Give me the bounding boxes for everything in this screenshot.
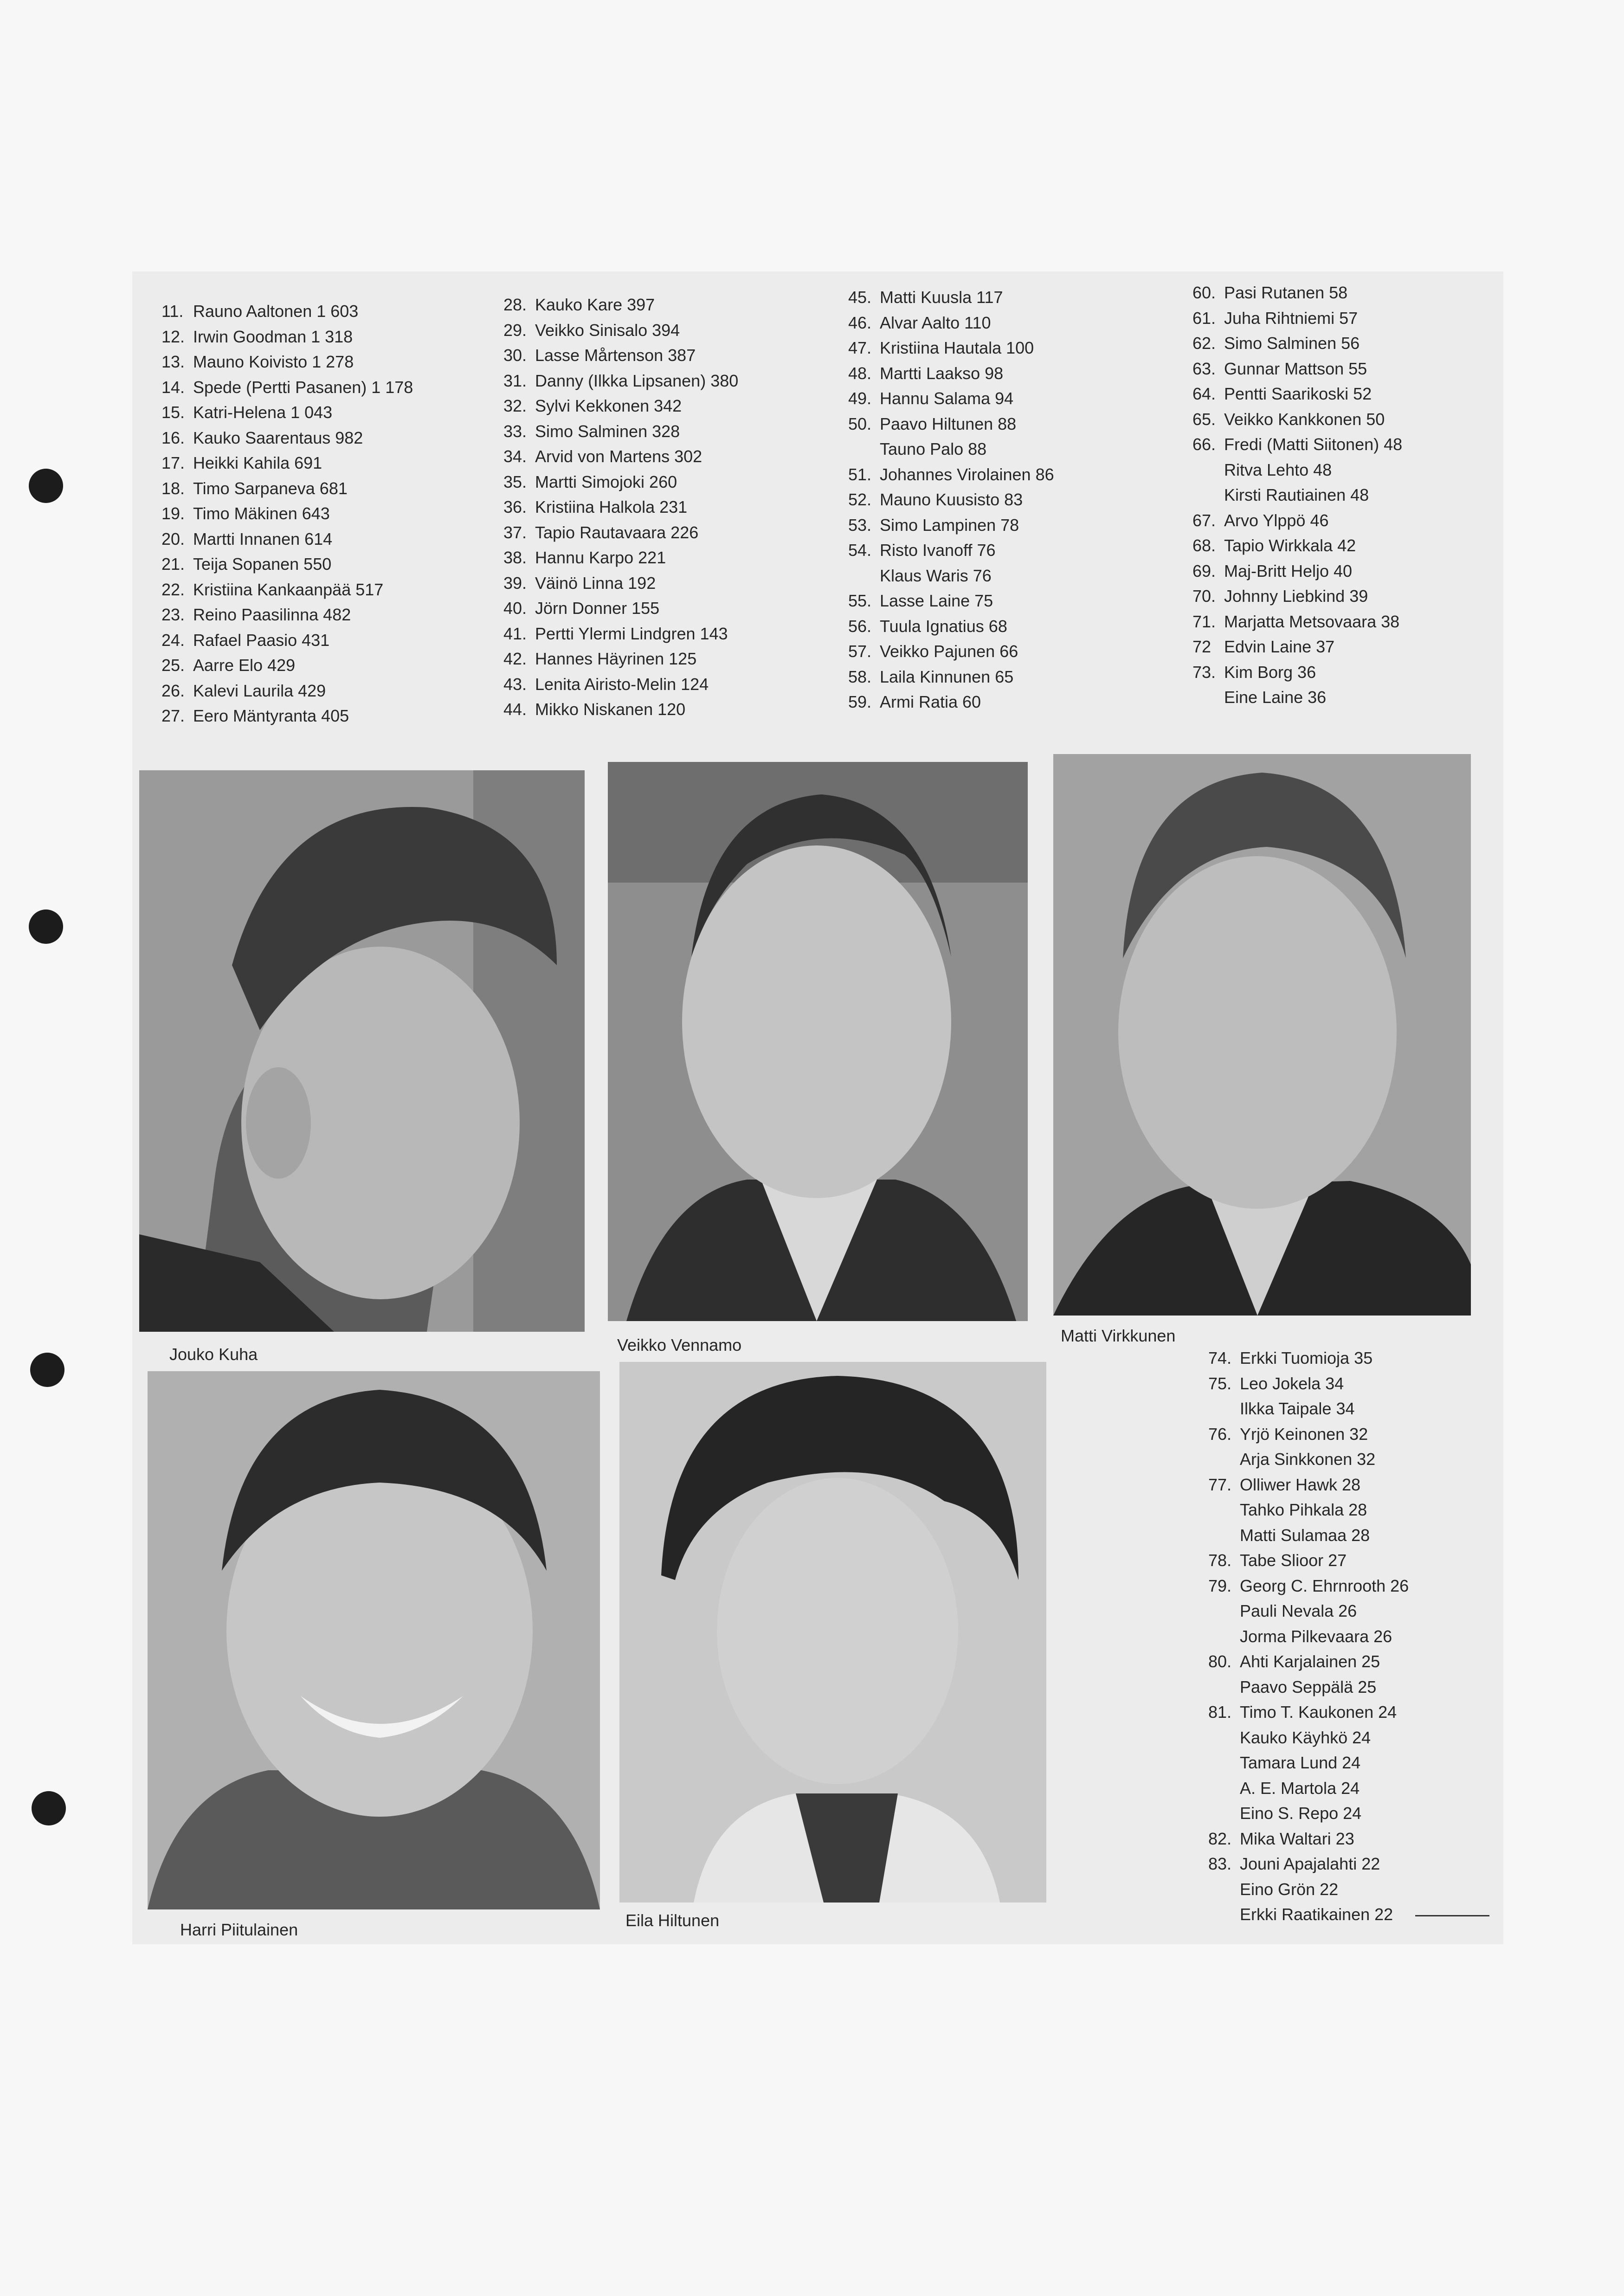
name-and-votes: Armi Ratia 60	[880, 692, 981, 711]
ranking-entry	[161, 375, 413, 400]
rank-number: 61.	[1192, 308, 1216, 328]
rank-number: 49.	[848, 389, 872, 408]
ranking-entry	[1208, 1574, 1409, 1599]
name-and-votes: Edvin Laine 37	[1224, 637, 1335, 656]
ranking-entry	[1192, 584, 1402, 609]
ranking-entry	[503, 393, 738, 419]
name-and-votes: Erkki Tuomioja 35	[1240, 1348, 1373, 1367]
rank-number: 51.	[848, 464, 872, 484]
ranking-entry	[1208, 1523, 1409, 1548]
name-and-votes: Laila Kinnunen 65	[880, 667, 1014, 686]
rank-number: 44.	[503, 700, 527, 719]
ranking-entry	[1208, 1675, 1409, 1700]
name-and-votes: Veikko Pajunen 66	[880, 642, 1018, 661]
name-and-votes: Pasi Rutanen 58	[1224, 283, 1348, 302]
caption-veikko-vennamo: Veikko Vennamo	[617, 1335, 742, 1354]
rank-number: 46.	[848, 313, 872, 332]
rank-number: 58.	[848, 667, 872, 686]
name-and-votes: Ilkka Taipale 34	[1240, 1399, 1355, 1418]
ranking-entry	[848, 690, 1054, 715]
name-and-votes: Simo Lampinen 78	[880, 515, 1019, 535]
ranking-entry	[1192, 609, 1402, 635]
rank-number: 38.	[503, 548, 527, 567]
ranking-entry	[161, 527, 413, 552]
rank-number: 68.	[1192, 536, 1216, 555]
ranking-entry	[503, 318, 738, 343]
name-and-votes: Eino S. Repo 24	[1240, 1804, 1362, 1823]
rank-number: 80.	[1208, 1652, 1232, 1671]
ranking-entry	[161, 476, 413, 502]
ranking-entry	[1208, 1422, 1409, 1447]
name-and-votes: Katri-Helena 1 043	[193, 403, 333, 422]
ranking-entry	[503, 495, 738, 520]
name-and-votes: Heikki Kahila 691	[193, 453, 322, 472]
name-and-votes: Timo Mäkinen 643	[193, 504, 330, 523]
ranking-entry	[848, 563, 1054, 589]
rank-number: 24.	[161, 630, 185, 650]
ranking-entry	[503, 444, 738, 470]
ranking-entry	[503, 646, 738, 672]
rank-number: 57.	[848, 642, 872, 661]
ranking-entry	[1192, 331, 1402, 356]
ranking-entry	[1208, 1700, 1409, 1725]
name-and-votes: Georg C. Ehrnrooth 26	[1240, 1576, 1409, 1595]
rank-number: 28.	[503, 295, 527, 314]
name-and-votes: Hannu Karpo 221	[535, 548, 666, 567]
ranking-entry	[161, 426, 413, 451]
name-and-votes: Irwin Goodman 1 318	[193, 327, 353, 346]
ranking-entry	[1208, 1877, 1409, 1903]
rank-number: 59.	[848, 692, 872, 711]
ranking-entry	[161, 552, 413, 577]
name-and-votes: Mauno Kuusisto 83	[880, 490, 1023, 509]
rank-number: 14.	[161, 377, 185, 397]
name-and-votes: Arvid von Martens 302	[535, 447, 702, 466]
name-and-votes: Jorma Pilkevaara 26	[1240, 1626, 1392, 1646]
rank-number: 74.	[1208, 1348, 1232, 1367]
ranking-entry	[848, 386, 1054, 412]
rank-number: 69.	[1192, 561, 1216, 580]
binder-hole	[29, 909, 63, 944]
name-and-votes: Kalevi Laurila 429	[193, 681, 326, 700]
ranking-entry	[503, 292, 738, 318]
portrait-jouko-kuha	[139, 770, 585, 1332]
name-and-votes: A. E. Martola 24	[1240, 1778, 1360, 1798]
name-and-votes: Veikko Sinisalo 394	[535, 320, 680, 340]
rank-number: 63.	[1192, 359, 1216, 378]
binder-hole	[29, 469, 63, 503]
ranking-entry	[848, 285, 1054, 310]
name-and-votes: Matti Sulamaa 28	[1240, 1525, 1370, 1545]
name-and-votes: Ahti Karjalainen 25	[1240, 1652, 1380, 1671]
rank-number: 45.	[848, 288, 872, 307]
rank-number: 36.	[503, 497, 527, 516]
rank-number: 13.	[161, 352, 185, 371]
name-and-votes: Erkki Raatikainen 22	[1240, 1905, 1393, 1924]
rank-number: 47.	[848, 338, 872, 357]
ranking-entry	[161, 349, 413, 375]
name-and-votes: Matti Kuusla 117	[880, 288, 1003, 307]
name-and-votes: Eero Mäntyranta 405	[193, 706, 349, 725]
rank-number: 30.	[503, 346, 527, 365]
name-and-votes: Martti Simojoki 260	[535, 472, 677, 491]
ranking-entry	[1208, 1649, 1409, 1675]
name-and-votes: Pentti Saarikoski 52	[1224, 384, 1372, 403]
ranking-entry	[161, 678, 413, 704]
ranking-entry	[848, 588, 1054, 614]
ranking-entry	[848, 487, 1054, 513]
rank-number: 72	[1192, 637, 1212, 656]
caption-harri-piitulainen: Harri Piitulainen	[180, 1920, 298, 1939]
rank-number: 18.	[161, 478, 185, 498]
ranking-entry	[1208, 1776, 1409, 1801]
rank-number: 37.	[503, 522, 527, 542]
name-and-votes: Jouni Apajalahti 22	[1240, 1854, 1380, 1873]
name-and-votes: Fredi (Matti Siitonen) 48	[1224, 435, 1403, 454]
name-and-votes: Eine Laine 36	[1224, 688, 1327, 707]
name-and-votes: Kauko Saarentaus 982	[193, 428, 363, 447]
name-and-votes: Alvar Aalto 110	[880, 313, 991, 332]
binder-hole	[32, 1791, 66, 1825]
rank-number: 83.	[1208, 1854, 1232, 1873]
ranking-entry	[161, 628, 413, 653]
name-and-votes: Juha Rihtniemi 57	[1224, 308, 1358, 328]
name-and-votes: Timo Sarpaneva 681	[193, 478, 348, 498]
ranking-entry	[503, 419, 738, 445]
rank-number: 64.	[1192, 384, 1216, 403]
ranking-entry	[848, 462, 1054, 488]
ranking-entry	[503, 697, 738, 722]
rank-number: 20.	[161, 529, 185, 548]
ranking-entry	[1192, 381, 1402, 407]
ranking-column-1	[161, 299, 413, 729]
ranking-entry	[1208, 1599, 1409, 1624]
portrait-harri-piitulainen	[148, 1371, 600, 1909]
ranking-entry	[848, 513, 1054, 538]
name-and-votes: Sylvi Kekkonen 342	[535, 396, 682, 415]
name-and-votes: Kim Borg 36	[1224, 662, 1316, 682]
name-and-votes: Tapio Rautavaara 226	[535, 522, 699, 542]
name-and-votes: Tapio Wirkkala 42	[1224, 536, 1356, 555]
portrait-matti-virkkunen	[1053, 754, 1471, 1316]
name-and-votes: Tamara Lund 24	[1240, 1753, 1361, 1772]
name-and-votes: Eino Grön 22	[1240, 1879, 1339, 1899]
name-and-votes: Kirsti Rautiainen 48	[1224, 485, 1369, 504]
binder-hole	[30, 1353, 64, 1387]
name-and-votes: Arvo Ylppö 46	[1224, 510, 1329, 530]
ranking-column-4	[1192, 280, 1402, 710]
rank-number: 22.	[161, 580, 185, 599]
ranking-entry	[1208, 1447, 1409, 1472]
rank-number: 23.	[161, 605, 185, 624]
ranking-entry	[1192, 483, 1402, 508]
ranking-entry	[1192, 533, 1402, 559]
ranking-entry	[503, 596, 738, 621]
name-and-votes: Marjatta Metsovaara 38	[1224, 612, 1400, 631]
ranking-entry	[1208, 1624, 1409, 1650]
name-and-votes: Martti Innanen 614	[193, 529, 333, 548]
rank-number: 67.	[1192, 510, 1216, 530]
ranking-entry	[503, 368, 738, 394]
ranking-entry	[1208, 1902, 1409, 1928]
name-and-votes: Hannes Häyrinen 125	[535, 649, 697, 668]
ranking-entry	[503, 545, 738, 571]
rank-number: 32.	[503, 396, 527, 415]
name-and-votes: Timo T. Kaukonen 24	[1240, 1703, 1397, 1722]
name-and-votes: Spede (Pertti Pasanen) 1 178	[193, 377, 413, 397]
ranking-entry	[848, 639, 1054, 664]
rank-number: 55.	[848, 591, 872, 610]
name-and-votes: Ritva Lehto 48	[1224, 460, 1332, 479]
rank-number: 76.	[1208, 1424, 1232, 1444]
rank-number: 82.	[1208, 1829, 1232, 1848]
caption-matti-virkkunen: Matti Virkkunen	[1061, 1326, 1176, 1345]
rank-number: 60.	[1192, 283, 1216, 302]
rank-number: 41.	[503, 624, 527, 643]
name-and-votes: Klaus Waris 76	[880, 566, 992, 585]
ranking-entry	[848, 664, 1054, 690]
ranking-entry	[1208, 1472, 1409, 1498]
ranking-entry	[503, 571, 738, 596]
ranking-entry	[161, 299, 413, 324]
name-and-votes: Yrjö Keinonen 32	[1240, 1424, 1368, 1444]
rank-number: 65.	[1192, 409, 1216, 429]
rank-number: 77.	[1208, 1475, 1232, 1494]
rank-number: 40.	[503, 599, 527, 618]
rank-number: 11.	[161, 302, 184, 321]
name-and-votes: Kauko Käyhkö 24	[1240, 1728, 1371, 1747]
ranking-entry	[848, 437, 1054, 462]
rank-number: 54.	[848, 541, 872, 560]
ranking-entry	[1192, 634, 1402, 660]
name-and-votes: Paavo Hiltunen 88	[880, 414, 1017, 433]
rank-number: 75.	[1208, 1374, 1232, 1393]
rank-number: 16.	[161, 428, 185, 447]
ranking-entry	[848, 335, 1054, 361]
name-and-votes: Kauko Kare 397	[535, 295, 655, 314]
ranking-entry	[161, 703, 413, 729]
ranking-entry	[1192, 407, 1402, 432]
name-and-votes: Aarre Elo 429	[193, 656, 296, 675]
rank-number: 34.	[503, 447, 527, 466]
ranking-entry	[1208, 1396, 1409, 1422]
name-and-votes: Pertti Ylermi Lindgren 143	[535, 624, 728, 643]
rank-number: 39.	[503, 573, 527, 593]
rank-number: 48.	[848, 363, 872, 383]
name-and-votes: Paavo Seppälä 25	[1240, 1677, 1377, 1696]
rank-number: 62.	[1192, 334, 1216, 353]
ranking-entry	[161, 577, 413, 603]
rank-number: 42.	[503, 649, 527, 668]
rank-number: 12.	[161, 327, 185, 346]
name-and-votes: Lenita Airisto-Melin 124	[535, 674, 709, 694]
ranking-entry	[1192, 660, 1402, 685]
ranking-entry	[1192, 685, 1402, 710]
ranking-entry	[1192, 306, 1402, 331]
name-and-votes: Rauno Aaltonen 1 603	[193, 302, 359, 321]
name-and-votes: Mauno Koivisto 1 278	[193, 352, 354, 371]
ranking-entry	[848, 614, 1054, 639]
name-and-votes: Lasse Mårtenson 387	[535, 346, 696, 365]
ranking-entry	[161, 400, 413, 426]
ranking-entry	[503, 470, 738, 495]
portrait-veikko-vennamo	[608, 762, 1028, 1321]
rank-number: 53.	[848, 515, 872, 535]
rank-number: 71.	[1192, 612, 1216, 631]
rank-number: 17.	[161, 453, 185, 472]
name-and-votes: Maj-Britt Heljo 40	[1224, 561, 1353, 580]
name-and-votes: Gunnar Mattson 55	[1224, 359, 1367, 378]
rank-number: 43.	[503, 674, 527, 694]
rank-number: 52.	[848, 490, 872, 509]
rank-number: 78.	[1208, 1551, 1232, 1570]
rank-number: 81.	[1208, 1703, 1232, 1722]
ranking-entry	[161, 324, 413, 350]
name-and-votes: Rafael Paasio 431	[193, 630, 330, 650]
name-and-votes: Kristiina Hautala 100	[880, 338, 1034, 357]
ranking-column-3	[848, 285, 1054, 715]
ranking-entry	[1208, 1851, 1409, 1877]
ranking-column-2	[503, 292, 738, 722]
rank-number: 31.	[503, 371, 527, 390]
name-and-votes: Tuula Ignatius 68	[880, 616, 1007, 636]
name-and-votes: Tabe Slioor 27	[1240, 1551, 1347, 1570]
rank-number: 73.	[1192, 662, 1216, 682]
ranking-entry	[848, 310, 1054, 336]
name-and-votes: Hannu Salama 94	[880, 389, 1014, 408]
name-and-votes: Simo Salminen 328	[535, 421, 680, 441]
name-and-votes: Tauno Palo 88	[880, 439, 987, 458]
rank-number: 21.	[161, 555, 185, 574]
name-and-votes: Teija Sopanen 550	[193, 555, 332, 574]
name-and-votes: Lasse Laine 75	[880, 591, 993, 610]
ranking-entry	[503, 672, 738, 697]
name-and-votes: Simo Salminen 56	[1224, 334, 1360, 353]
name-and-votes: Johnny Liebkind 39	[1224, 587, 1368, 606]
rank-number: 56.	[848, 616, 872, 636]
name-and-votes: Väinö Linna 192	[535, 573, 656, 593]
ranking-entry	[1208, 1371, 1409, 1397]
name-and-votes: Kristiina Halkola 231	[535, 497, 688, 516]
rank-number: 15.	[161, 403, 185, 422]
end-rule	[1415, 1915, 1489, 1916]
ranking-entry	[1192, 356, 1402, 382]
ranking-column-5	[1208, 1346, 1409, 1928]
ranking-entry	[1192, 508, 1402, 534]
rank-number: 25.	[161, 656, 185, 675]
ranking-entry	[848, 412, 1054, 437]
name-and-votes: Veikko Kankkonen 50	[1224, 409, 1385, 429]
ranking-entry	[1208, 1548, 1409, 1574]
rank-number: 79.	[1208, 1576, 1232, 1595]
ranking-entry	[1208, 1497, 1409, 1523]
ranking-entry	[161, 653, 413, 678]
name-and-votes: Johannes Virolainen 86	[880, 464, 1054, 484]
name-and-votes: Jörn Donner 155	[535, 599, 660, 618]
ranking-entry	[503, 520, 738, 546]
ranking-entry	[161, 451, 413, 476]
ranking-entry	[161, 602, 413, 628]
name-and-votes: Danny (Ilkka Lipsanen) 380	[535, 371, 739, 390]
name-and-votes: Mika Waltari 23	[1240, 1829, 1354, 1848]
ranking-entry	[1208, 1801, 1409, 1826]
rank-number: 33.	[503, 421, 527, 441]
caption-jouko-kuha: Jouko Kuha	[169, 1345, 258, 1364]
name-and-votes: Kristiina Kankaanpää 517	[193, 580, 384, 599]
ranking-entry	[1192, 432, 1402, 458]
name-and-votes: Pauli Nevala 26	[1240, 1601, 1357, 1620]
name-and-votes: Risto Ivanoff 76	[880, 541, 996, 560]
ranking-entry	[503, 621, 738, 647]
ranking-entry	[848, 361, 1054, 387]
rank-number: 35.	[503, 472, 527, 491]
ranking-entry	[1208, 1346, 1409, 1371]
ranking-entry	[1192, 559, 1402, 584]
ranking-entry	[848, 538, 1054, 563]
ranking-entry	[161, 501, 413, 527]
name-and-votes: Reino Paasilinna 482	[193, 605, 351, 624]
name-and-votes: Arja Sinkkonen 32	[1240, 1450, 1376, 1469]
rank-number: 29.	[503, 320, 527, 340]
ranking-entry	[503, 343, 738, 368]
ranking-entry	[1192, 458, 1402, 483]
ranking-entry	[1208, 1750, 1409, 1776]
name-and-votes: Leo Jokela 34	[1240, 1374, 1344, 1393]
ranking-entry	[1208, 1826, 1409, 1852]
ranking-entry	[1208, 1725, 1409, 1751]
rank-number: 66.	[1192, 435, 1216, 454]
rank-number: 70.	[1192, 587, 1216, 606]
rank-number: 27.	[161, 706, 185, 725]
rank-number: 26.	[161, 681, 185, 700]
rank-number: 50.	[848, 414, 872, 433]
name-and-votes: Mikko Niskanen 120	[535, 700, 686, 719]
caption-eila-hiltunen: Eila Hiltunen	[625, 1911, 720, 1930]
name-and-votes: Martti Laakso 98	[880, 363, 1004, 383]
rank-number: 19.	[161, 504, 185, 523]
name-and-votes: Olliwer Hawk 28	[1240, 1475, 1361, 1494]
name-and-votes: Tahko Pihkala 28	[1240, 1500, 1367, 1519]
portrait-eila-hiltunen	[619, 1362, 1046, 1903]
ranking-entry	[1192, 280, 1402, 306]
